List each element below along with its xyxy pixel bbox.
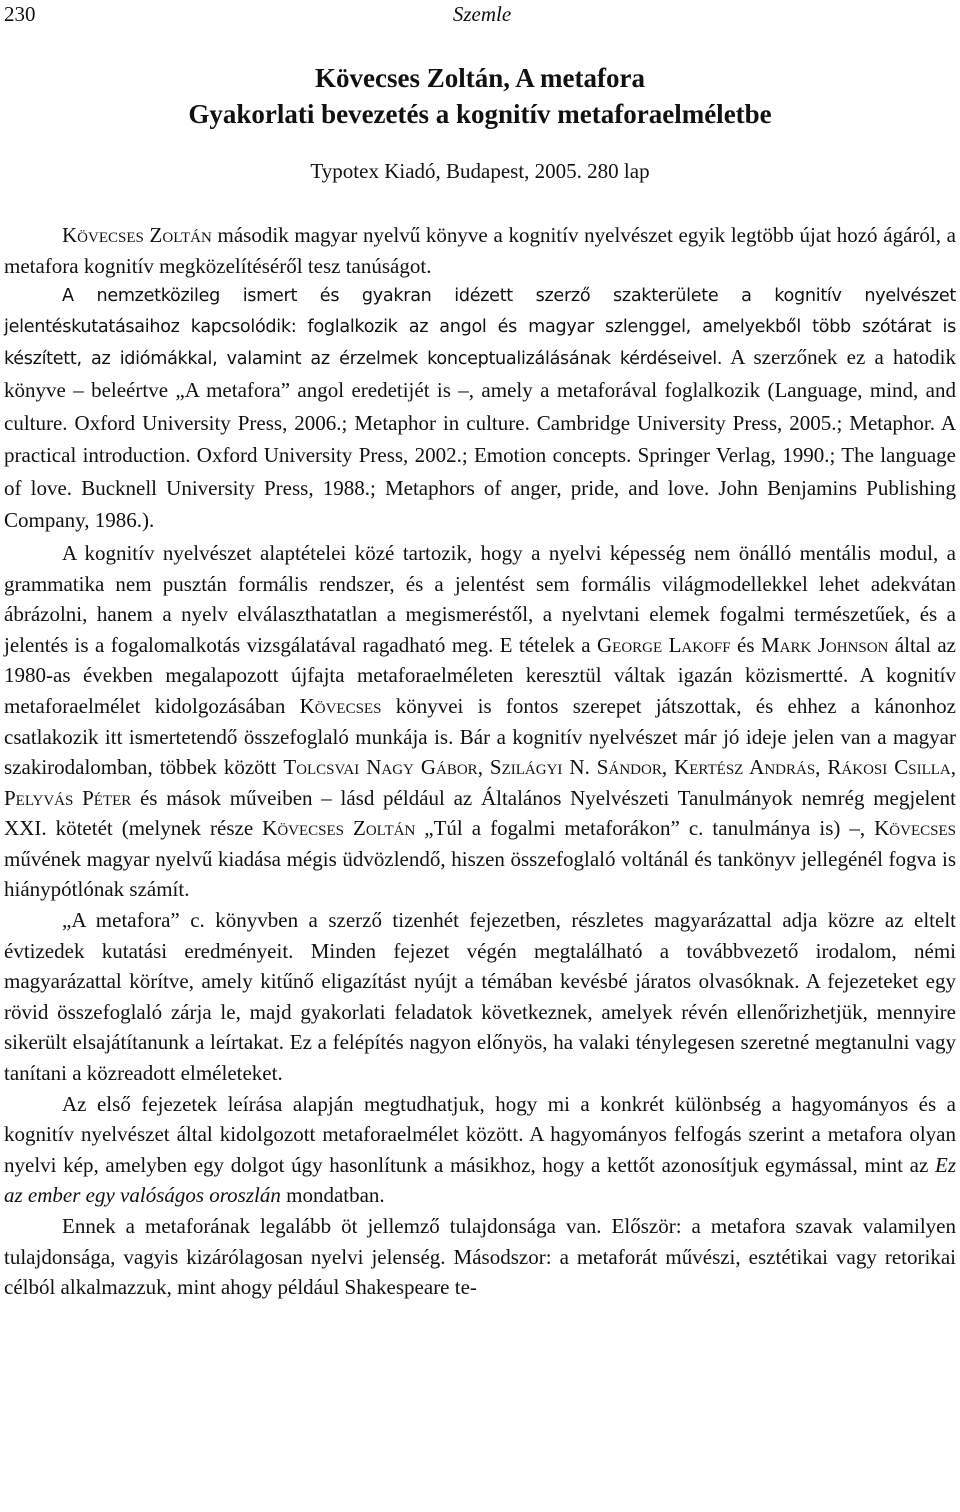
author-name: Kövecses Zoltán [62, 223, 212, 247]
review-title [0, 60, 960, 132]
paragraph-3: A kognitív nyelvészet alaptételei közé tartozik, hogy a nyelvi képesség nem önálló mentális modul, a grammatika nem pusztán formális rendszer, és a jelentést sem formális világmodellekkel lehet adekvátan ábrázolni, hanem a nyelv elválaszthatatlan a megismeréstől, a nyelvtani elemek fogalmi természetűek, és a jelentés is a fogalomalkotás vizsgálatával ragadható meg. E tételek a George Lakoff és Mark Johnson által az 1980-as években megalapozott újfajta metaforaelméleten keresztül váltak igazán közismertté. A kognitív metaforaelmélet kidolgozásában Kövecses könyvei is fontos szerepet játszottak, és ehhez a kánonhoz csatlakozik itt ismertetendő összefoglaló munkája is. Bár a kognitív nyelvészet már jó ideje jelen van a magyar szakirodalomban, többek között Tolcsvai Nagy Gábor, Szilágyi N. Sándor, Kertész András, Rákosi Csilla, Pelyvás Péter és mások műveiben – lásd például az Általános Nyelvészeti Tanulmányok nemrég megjelent XXI. kötetét (melynek része Kövecses Zoltán „Túl a fogalmi metaforákon” c. tanulmánya is) –, Kövecses művének magyar nyelvű kiadása mégis üdvözlendő, hiszen összefoglaló voltánál és tankönyv jellegénél fogva is hiánypótlónak számít. [4, 540, 956, 902]
paragraph-6: Ennek a metaforának legalább öt jellemző tulajdonsága van. Először: a metafora szavak valamilyen tulajdonsága, vagyis kizárólagosan nyelvi jelenség. Másodszor: a metaforát művészi, esztétikai vagy retorikai célból alkalmazzuk, mint ahogy például Shakespeare te- [4, 1214, 956, 1300]
paragraph-5: Az első fejezetek leírása alapján megtudhatjuk, hogy mi a konkrét különbség a hagyományos és a kognitív nyelvészet által kidolgozott metaforaelmélet között. A hagyományos felfogás szerint a metafora olyan nyelvi kép, amelyben egy dolgot úgy hasonlítunk a másikhoz, hogy a kettőt azonosítjuk egymással, mint az Ez az ember egy valóságos oroszlán mondatban. [4, 1091, 956, 1208]
paragraph-1: Kövecses Zoltán második magyar nyelvű könyve a kognitív nyelvészet egyik legtöbb újat hozó ágáról, a metafora kognitív megközelítéséről tesz tanúságot. [4, 223, 956, 278]
example-sentence: Ez az ember egy valóságos oroszlán [4, 1152, 956, 1208]
title-line-2: Gyakorlati bevezetés a kognitív metaforaelméletbe [188, 99, 772, 129]
publication-info: Typotex Kiadó, Budapest, 2005. 280 lap [310, 159, 650, 183]
paragraph-2: A nemzetközileg ismert és gyakran idézett szerző szakterülete a kognitív nyelvészet jelentéskutatásaihoz kapcsolódik: foglalkozik az angol és magyar szlenggel, amelyekből több szótárat is készített, az idiómákkal, valamint az érzelmek konceptualizálásának kérdéseivel. A szerzőnek ez a hatodik könyve – beleértve „A metafora” angol eredetijét is –, amely a metaforával foglalkozik (Language, mind, and culture. Oxford University Press, 2006.; Metaphor in culture. Cambridge University Press, 2005.; Metaphor. A practical introduction. Oxford University Press, 2002.; Emotion concepts. Springer Verlag, 1990.; The language of love. Bucknell University Press, 1988.; Metaphors of anger, pride, and love. John Benjamins Publishing Company, 1986.). [4, 286, 957, 533]
title-line-1: Kövecses Zoltán, A metafora [315, 63, 645, 93]
review-body [4, 220, 956, 1303]
page-header [4, 2, 960, 32]
journal-title: Szemle [452, 2, 512, 26]
page-number: 230 [4, 2, 36, 26]
paragraph-4: „A metafora” c. könyvben a szerző tizenhét fejezetben, részletes magyarázattal adja közre az eltelt évtizedek kutatási eredményeit. Minden fejezet végén megtalálható a továbbvezető irodalom, némi magyarázattal körítve, amely kitűnő eligazítást nyújt a témában kevésbé járatos olvasóknak. A fejezeteket egy rövid összefoglaló zárja le, majd gyakorlati feladatok következnek, amelyek révén ellenőrizhetjük, mennyire sikerült elsajátítanunk a leírtakat. Ez a felépítés nagyon előnyös, ha valaki ténylegesen szeretné megtanulni vagy tanítani a közreadott elméleteket. [4, 908, 956, 1086]
